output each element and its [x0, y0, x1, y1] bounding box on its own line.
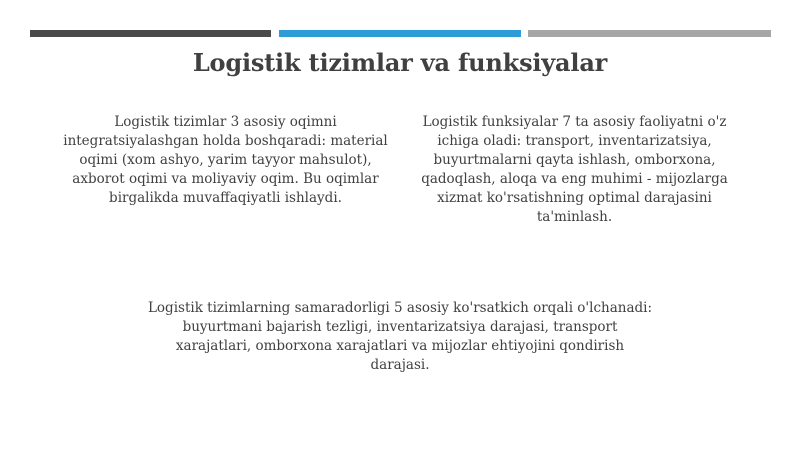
bottom-text-block: Logistik tizimlarning samaradorligi 5 asosiy ko'rsatkich orqali o'lchanadi: buyurtmani bajarish tezligi, inventarizatsiya darajasi, transport xarajatlari, omborxona xarajatlari va mijozlar ehtiyojini qondirish darajasi. [147, 300, 653, 373]
slide-title: Logistik tizimlar va funksiyalar [192, 48, 608, 77]
header-bar-gray [528, 30, 771, 37]
right-text-block: Logistik funksiyalar 7 ta asosiy faoliyatni o'z ichiga oladi: transport, inventarizatsiya, buyurtmalarni qayta ishlash, omborxona, qadoqlash, aloqa va eng muhimi - mijozlarga xizmat ko'rsatishning optimal darajasini ta'minlash. [421, 114, 728, 225]
left-text-block: Logistik tizimlar 3 asosiy oqimni integratsiyalashgan holda boshqaradi: material oqimi (xom ashyo, yarim tayyor mahsulot), axborot oqimi va moliyaviy oqim. Bu oqimlar birgalikda muvaffaqiyatli ishlaydi. [63, 114, 388, 206]
header-bar-blue [279, 30, 521, 37]
header-bar-dark [30, 30, 271, 37]
